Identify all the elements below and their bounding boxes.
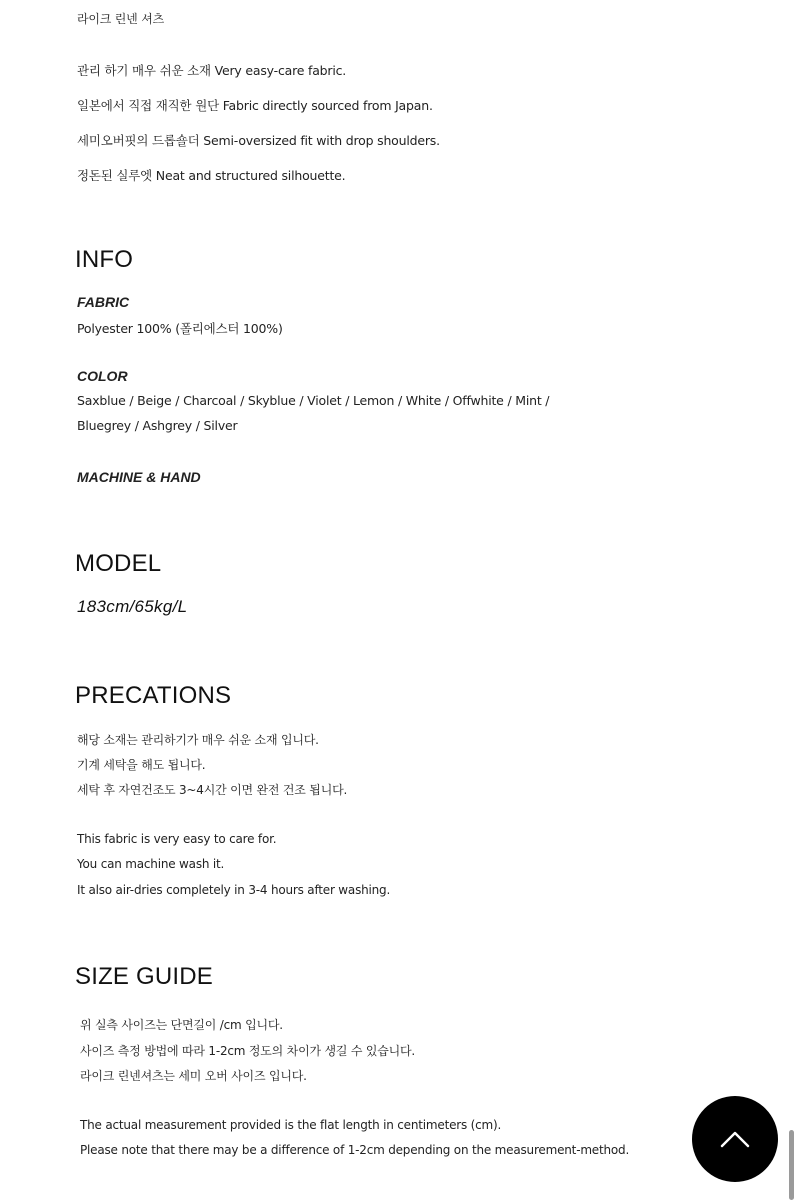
precaution-line: 해당 소재는 관리하기가 매우 쉬운 소재 입니다.: [77, 733, 319, 747]
feature-line: 일본에서 직접 재직한 원단 Fabric directly sourced from Japan.: [77, 98, 433, 113]
scroll-to-top-button[interactable]: [692, 1096, 778, 1182]
feature-line: 세미오버핏의 드롭숄더 Semi-oversized fit with drop shoulders.: [77, 133, 440, 148]
scrollbar-thumb[interactable]: [789, 1130, 794, 1200]
size-guide-line: The actual measurement provided is the flat length in centimeters (cm).: [80, 1118, 502, 1132]
wash-label: MACHINE & HAND: [77, 469, 201, 485]
model-size-value: 183cm/65kg/L: [77, 597, 188, 616]
size-guide-heading: SIZE GUIDE: [75, 963, 214, 990]
precaution-line: 기계 세탁을 해도 됩니다.: [77, 758, 206, 772]
size-guide-line: 위 실측 사이즈는 단면길이 /cm 입니다.: [80, 1018, 283, 1032]
size-guide-line: 사이즈 측정 방법에 따라 1-2cm 정도의 차이가 생길 수 있습니다.: [80, 1044, 416, 1058]
feature-line: 정돈된 실루엣 Neat and structured silhouette.: [77, 168, 346, 183]
info-heading: INFO: [75, 246, 134, 273]
fabric-value: Polyester 100% (폴리에스터 100%): [77, 321, 283, 336]
model-heading: MODEL: [75, 550, 162, 577]
precaution-line: This fabric is very easy to care for.: [77, 832, 277, 846]
feature-line: 관리 하기 매우 쉬운 소재 Very easy-care fabric.: [77, 63, 347, 78]
precaution-line: It also air-dries completely in 3-4 hours after washing.: [77, 883, 391, 897]
color-list-line: Bluegrey / Ashgrey / Silver: [77, 418, 238, 433]
size-guide-line: Please note that there may be a difference of 1-2cm depending on the measurement-method.: [80, 1143, 630, 1157]
precautions-heading: PRECATIONS: [75, 682, 232, 709]
precaution-line: You can machine wash it.: [77, 857, 225, 871]
product-title: 라이크 린넨 셔츠: [77, 12, 164, 26]
color-label: COLOR: [77, 368, 128, 384]
precaution-line: 세탁 후 자연건조도 3~4시간 이면 완전 건조 됩니다.: [77, 783, 348, 797]
size-guide-line: 라이크 린넨셔츠는 세미 오버 사이즈 입니다.: [80, 1069, 307, 1083]
fabric-label: FABRIC: [77, 294, 130, 310]
color-list-line: Saxblue / Beige / Charcoal / Skyblue / Violet / Lemon / White / Offwhite / Mint /: [77, 393, 550, 408]
chevron-up-icon: [720, 1130, 750, 1148]
